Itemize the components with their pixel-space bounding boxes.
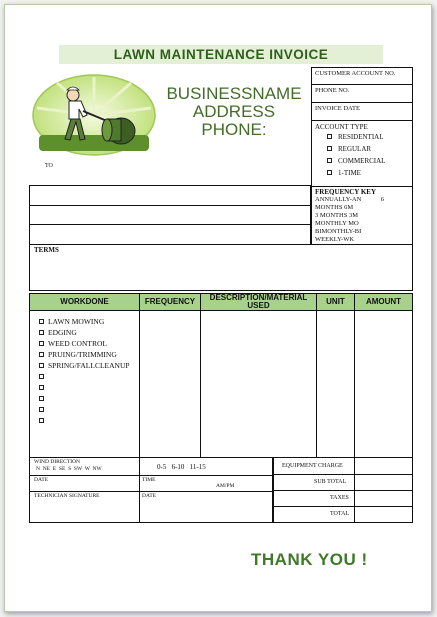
checkbox[interactable] (39, 319, 44, 324)
frequency-line: BIMONTHLY-BI (315, 228, 362, 235)
checkbox[interactable] (39, 396, 44, 401)
table-header (29, 293, 413, 311)
wind-direction-label: WIND DIRECTION (34, 459, 80, 465)
phone-no-field[interactable]: PHONE NO. (311, 85, 413, 103)
time-label: TIME (142, 477, 156, 483)
lawn-mower-man-icon (31, 73, 157, 157)
option-commercial[interactable]: COMMERCIAL (327, 155, 409, 167)
list-item[interactable] (39, 371, 130, 382)
business-info (155, 85, 313, 139)
list-item[interactable] (39, 382, 130, 393)
account-type-section (311, 121, 413, 187)
list-item[interactable]: SPRING/FALLCLEANUP (39, 360, 130, 371)
business-phone: PHONE: (201, 120, 267, 139)
equipment-charge-label: EQUIPMENT CHARGE (282, 463, 343, 469)
frequency-line: 3 MONTHS 3M (315, 212, 358, 219)
option-residential[interactable]: RESIDENTIAL (327, 131, 409, 143)
checkbox[interactable] (327, 170, 332, 175)
frequency-line: MONTHS 6M (315, 204, 354, 211)
checkbox[interactable] (39, 352, 44, 357)
invoice-page (4, 4, 432, 612)
account-type-label: ACCOUNT TYPE (315, 123, 368, 131)
checkbox[interactable] (327, 134, 332, 139)
list-item[interactable]: LAWN MOWING (39, 316, 130, 327)
sub-total-label: SUB TOTAL (314, 479, 347, 485)
invoice-date-field[interactable]: INVOICE DATE (311, 103, 413, 121)
date-label: DATE (34, 477, 49, 483)
header-unit: UNIT (316, 294, 354, 310)
account-info-box (311, 67, 413, 245)
checkbox[interactable] (39, 374, 44, 379)
terms-box[interactable] (29, 244, 413, 291)
list-item[interactable]: WEED CONTROL (39, 338, 130, 349)
checkbox[interactable] (39, 418, 44, 423)
header-description: DESCRIPTION/MATERIAL USED (200, 294, 316, 310)
list-item[interactable]: EDGING (39, 327, 130, 338)
terms-label: TERMS (34, 246, 59, 254)
frequency-key-label: FREQUENCY KEY (315, 188, 376, 196)
totals-box (273, 458, 413, 523)
work-list (39, 316, 130, 426)
frequency-line: WEEKLY-WK (315, 236, 355, 243)
checkbox[interactable] (327, 146, 332, 151)
checkbox[interactable] (39, 385, 44, 390)
customer-account-field[interactable]: CUSTOMER ACCOUNT NO. (311, 67, 413, 85)
technician-signature-label: TECHNICIAN SIGNATURE (34, 493, 100, 499)
frequency-key-section (311, 187, 413, 245)
wind-directions[interactable]: N NE E SE S SW W NW (36, 466, 102, 472)
total-label: TOTAL (330, 511, 350, 517)
business-address: ADDRESS (192, 102, 276, 121)
business-name: BUSINESSNAME (166, 84, 302, 103)
header-workdone: WORKDONE (60, 297, 109, 306)
list-item[interactable] (39, 415, 130, 426)
footer-left-box (29, 458, 273, 523)
date-label-2: DATE (142, 493, 157, 499)
list-item[interactable] (39, 404, 130, 415)
taxes-label: TAXES (330, 495, 349, 501)
checkbox[interactable] (39, 341, 44, 346)
checkbox[interactable] (39, 330, 44, 335)
checkbox[interactable] (39, 363, 44, 368)
thank-you-text: THANK YOU ! (251, 550, 368, 569)
wind-speed[interactable]: 0-5 6-10 11-15 (157, 463, 206, 471)
ampm-label: AM/PM (216, 483, 235, 489)
list-item[interactable]: PRUING/TRIMMING (39, 349, 130, 360)
customer-address-box[interactable] (29, 185, 311, 245)
header-amount: AMOUNT (354, 294, 412, 310)
checkbox[interactable] (327, 158, 332, 163)
frequency-line: MONTHLY MO (315, 220, 359, 227)
list-item[interactable] (39, 393, 130, 404)
frequency-line: ANNUALLY-AN 6 (315, 196, 385, 203)
invoice-title: LAWN MAINTENANCE INVOICE (59, 45, 383, 64)
option-1-time[interactable]: 1-TIME (327, 167, 409, 179)
to-label: TO (45, 163, 53, 169)
option-regular[interactable]: REGULAR (327, 143, 409, 155)
checkbox[interactable] (39, 407, 44, 412)
header-frequency: FREQUENCY (139, 294, 200, 310)
